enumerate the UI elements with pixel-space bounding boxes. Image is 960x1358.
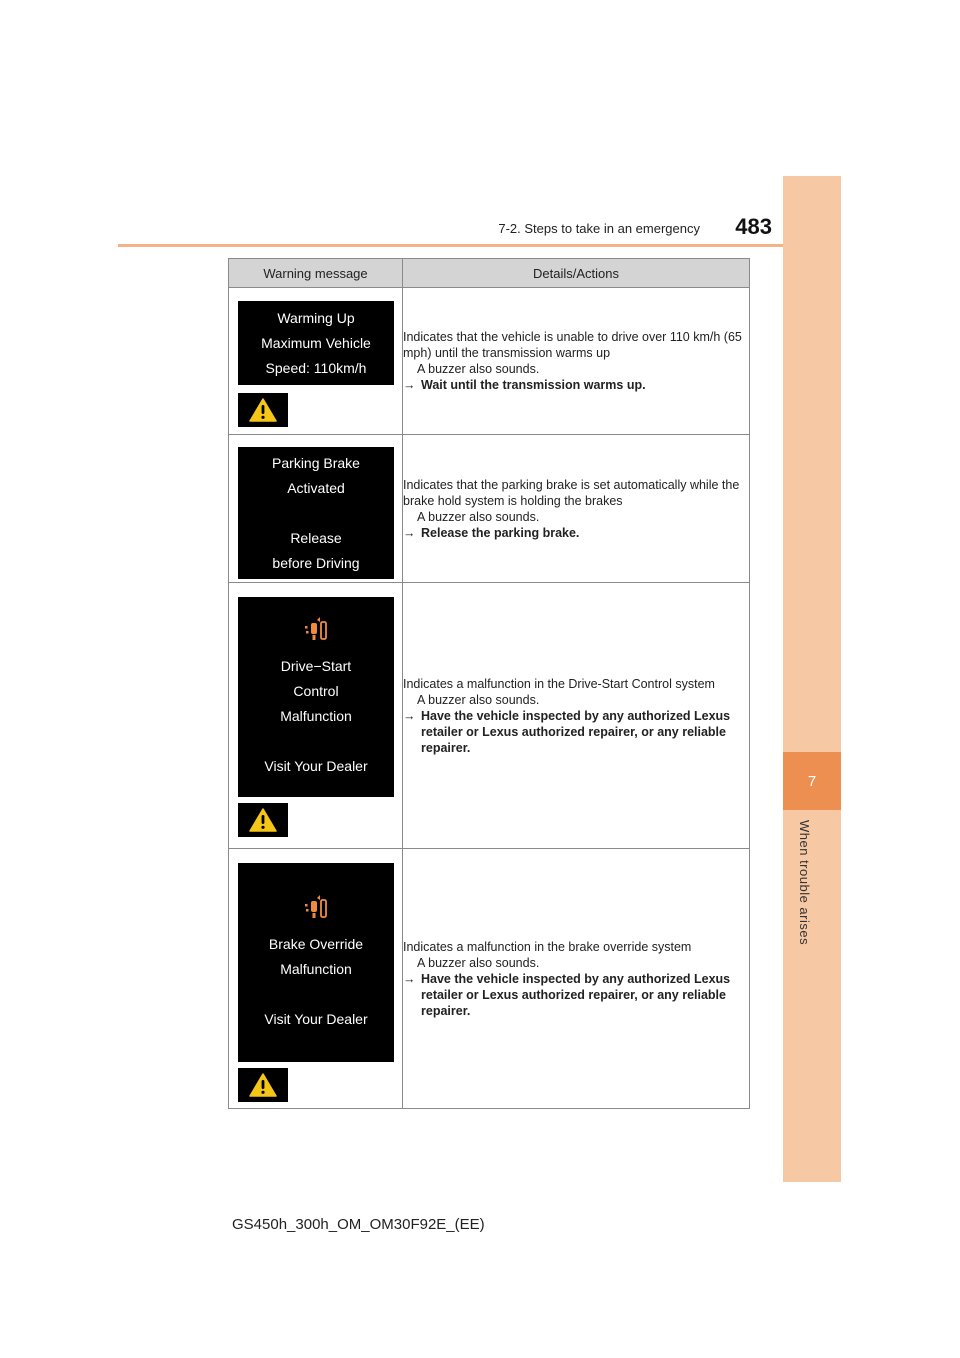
column-header-details: Details/Actions: [403, 259, 750, 288]
display-screen: [238, 301, 394, 385]
action-text: [403, 525, 749, 541]
model-code-footer: GS450h_300h_OM_OM30F92E_(EE): [232, 1216, 485, 1233]
screen-line: Visit Your Dealer: [264, 757, 368, 774]
warning-triangle-icon: [249, 808, 277, 832]
details-cell: [403, 849, 750, 1109]
action-text: [403, 971, 749, 1019]
chapter-number-badge: 7: [783, 752, 841, 810]
screen-line: Drive−Start: [280, 657, 352, 674]
details-text: Indicates that the parking brake is set automatically while the brake hold system is holding the brakes: [403, 477, 740, 508]
warning-triangle-icon: [249, 1073, 277, 1097]
section-title: 7-2. Steps to take in an emergency: [498, 221, 700, 236]
header-divider: [118, 244, 840, 247]
arrow-right-icon: →: [403, 525, 416, 540]
brake-pedal-icon: [303, 894, 329, 920]
screen-line: Maximum Vehicle: [261, 334, 371, 351]
display-screen: [238, 863, 394, 1062]
screen-line: before Driving: [272, 554, 360, 571]
brake-pedal-icon: [303, 616, 329, 642]
action-label: Have the vehicle inspected by any authorized Lexus retailer or Lexus authorized repairer, or any reliable repairer.: [421, 708, 731, 755]
buzzer-note: A buzzer also sounds.: [417, 692, 540, 707]
buzzer-note: A buzzer also sounds.: [417, 509, 540, 524]
screen-line: Speed: 110km/h: [265, 359, 367, 376]
details-text: Indicates that the vehicle is unable to drive over 110 km/h (65 mph) until the transmission warms up: [403, 330, 742, 360]
screen-line: Control: [293, 682, 339, 699]
table-header-row: [229, 259, 750, 288]
warning-message-table: [228, 258, 750, 1109]
action-text: [403, 708, 749, 756]
display-screen: [238, 447, 394, 579]
warning-badge: [238, 803, 288, 837]
chapter-title: When trouble arises: [797, 820, 812, 946]
screen-line: Brake Override: [268, 935, 364, 952]
screen-line: Parking Brake: [272, 454, 360, 471]
table-row: [229, 435, 750, 583]
screen-line: Activated: [287, 479, 345, 496]
warning-message-cell: [229, 583, 403, 849]
warning-message-cell: [229, 288, 403, 435]
display-screen: [238, 597, 394, 797]
details-text: Indicates a malfunction in the brake override system: [403, 939, 692, 954]
arrow-right-icon: →: [403, 708, 416, 723]
action-label: Release the parking brake.: [421, 525, 580, 540]
arrow-right-icon: →: [403, 378, 416, 392]
details-cell: [403, 435, 750, 583]
screen-line: Visit Your Dealer: [264, 1010, 368, 1027]
action-text: [403, 377, 749, 393]
warning-badge: [238, 393, 288, 427]
screen-line: Release: [290, 529, 342, 546]
warning-badge: [238, 1068, 288, 1102]
buzzer-note: A buzzer also sounds.: [417, 955, 540, 970]
arrow-right-icon: →: [403, 971, 416, 986]
warning-message-cell: [229, 849, 403, 1109]
table-row: [229, 583, 750, 849]
screen-line: Warming Up: [277, 309, 355, 326]
screen-line: Malfunction: [280, 960, 352, 977]
column-header-warning-message: Warning message: [229, 259, 403, 288]
screen-line: [238, 501, 394, 526]
screen-line: Malfunction: [280, 707, 352, 724]
details-cell: [403, 288, 750, 435]
table-row: [229, 849, 750, 1109]
buzzer-note: A buzzer also sounds.: [417, 362, 540, 376]
page-number: 483: [735, 214, 772, 239]
screen-line: [238, 729, 394, 754]
warning-message-cell: [229, 435, 403, 583]
warning-triangle-icon: [249, 398, 277, 422]
action-label: Wait until the transmission warms up.: [421, 378, 646, 392]
action-label: Have the vehicle inspected by any authorized Lexus retailer or Lexus authorized repairer, or any reliable repairer.: [421, 971, 731, 1018]
screen-line: [238, 982, 394, 1007]
details-cell: [403, 583, 750, 849]
details-text: Indicates a malfunction in the Drive-Start Control system: [403, 676, 715, 691]
chapter-side-tab: [783, 176, 841, 1182]
table-row: [229, 288, 750, 435]
